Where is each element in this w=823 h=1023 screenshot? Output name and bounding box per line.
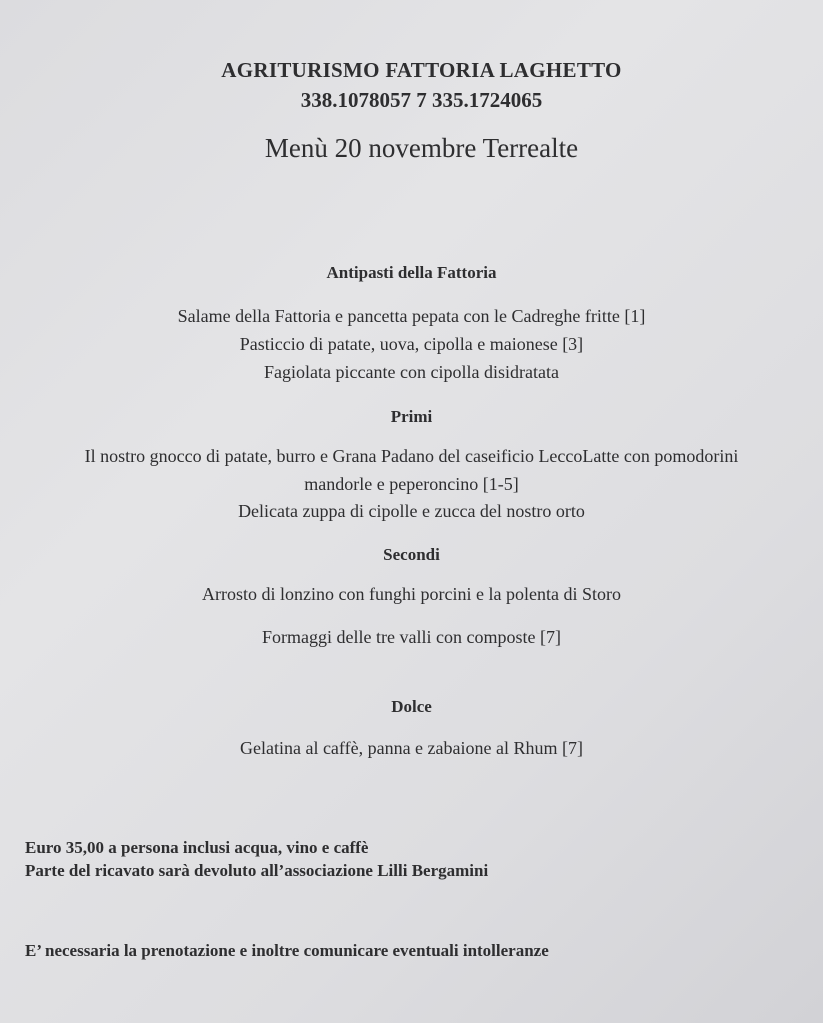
dish-item: Delicata zuppa di cipolle e zucca del nostro orto <box>238 501 585 521</box>
section-title-primi: Primi <box>390 407 433 426</box>
menu-title: Menù 20 novembre Terrealte <box>264 133 579 163</box>
dish-item: Gelatina al caffè, panna e zabaione al Rhum [7] <box>239 738 583 758</box>
section-title-antipasti: Antipasti della Fattoria <box>326 263 497 282</box>
section-title-dolce: Dolce <box>391 697 432 716</box>
phone-numbers: 338.1078057 7 335.1724065 <box>300 88 543 112</box>
booking-note: E’ necessaria la prenotazione e inoltre comunicare eventuali intolleranze <box>25 941 549 960</box>
dish-item: Pasticcio di patate, uova, cipolla e maionese [3] <box>239 334 584 354</box>
section-title-secondi: Secondi <box>383 545 440 564</box>
dish-item: Il nostro gnocco di patate, burro e Grana Padano del caseificio LeccoLatte con pomodorini <box>84 446 739 466</box>
dish-item: Arrosto di lonzino con funghi porcini e la polenta di Storo <box>202 584 621 604</box>
price-note: Euro 35,00 a persona inclusi acqua, vino e caffè <box>25 838 369 857</box>
dish-item: Formaggi delle tre valli con composte [7] <box>262 627 561 647</box>
dish-item: Fagiolata piccante con cipolla disidratata <box>264 362 559 382</box>
dish-item: mandorle e peperoncino [1-5] <box>304 474 519 494</box>
dish-item: Salame della Fattoria e pancetta pepata con le Cadreghe fritte [1] <box>177 306 646 326</box>
charity-note: Parte del ricavato sarà devoluto all’associazione Lilli Bergamini <box>25 861 489 880</box>
restaurant-name: AGRITURISMO FATTORIA LAGHETTO <box>221 58 622 82</box>
